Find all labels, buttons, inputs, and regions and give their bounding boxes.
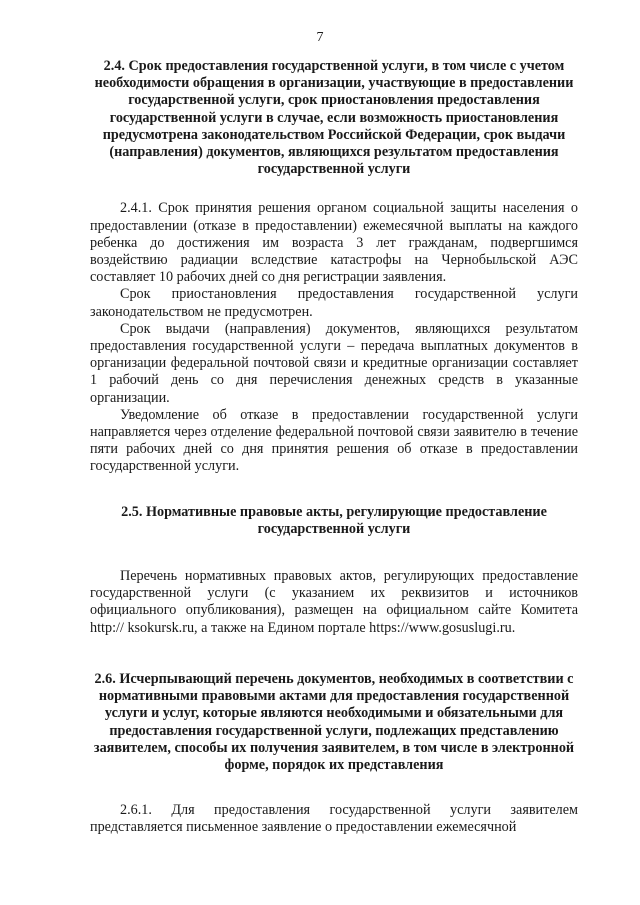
section-2-6-heading: 2.6. Исчерпывающий перечень документов, необходимых в соответствии с нормативными правовыми актами для предоставления государственной услуги и услуг, которые являются необходимыми и обязательными для предоставления государственной услуги, подлежащих представлению заявителем, способы их получения заявителем, в том числе в электронной форме, порядок их представления: [93, 670, 575, 773]
section-2-4-heading: 2.4. Срок предоставления государственной услуги, в том числе с учетом необходимости обращения в организации, участвующие в предоставлении государственной услуги, срок приостановления предоставления государственной услуги в случае, если возможность приостановления предусмотрена законодательством Российской Федерации, срок выдачи (направления) документов, являющихся результатом предоставления государственной услуги: [94, 58, 574, 178]
section-2-5-heading: 2.5. Нормативные правовые акты, регулирующие предоставление государственной услуги: [121, 503, 547, 537]
document-body: [90, 58, 578, 837]
section-2-4-1-paragraph: 2.4.1. Срок принятия решения органом социальной защиты населения о предоставлении (отказе в предоставлении) ежемесячной выплаты на каждого ребенка до достижения им возраста 3 лет гражданам, подвергшимся воздействию радиации вследствие катастрофы на Чернобыльской АЭС составляет 10 рабочих дней со дня регистрации заявления.: [90, 200, 578, 286]
section-2-5-paragraph: Перечень нормативных правовых актов, регулирующих предоставление государственной услуги (с указанием их реквизитов и источников официального опубликования), размещен на официальном сайте Комитета http:// ksokursk.ru, а также на Едином портале https://www.gosuslugi.ru.: [90, 568, 578, 636]
section-2-6-1-paragraph: 2.6.1. Для предоставления государственной услуги заявителем представляется письменное заявление о предоставлении ежемесячной: [90, 802, 578, 836]
page-number: 7: [316, 30, 324, 45]
issuance-term-paragraph: Срок выдачи (направления) документов, являющихся результатом предоставления государственной услуги – передача выплатных документов в организации федеральной почтовой связи и кредитные организации составляет 1 рабочий день со дня перечисления денежных средств в указанные организации.: [90, 320, 578, 406]
suspension-term-paragraph: Срок приостановления предоставления государственной услуги законодательством не предусмотрен.: [90, 286, 578, 320]
refusal-notice-paragraph: Уведомление об отказе в предоставлении государственной услуги направляется через отделение федеральной почтовой связи заявителю в течение пяти рабочих дней со дня принятия решения об отказе в предоставлении государственной услуги.: [90, 406, 578, 475]
